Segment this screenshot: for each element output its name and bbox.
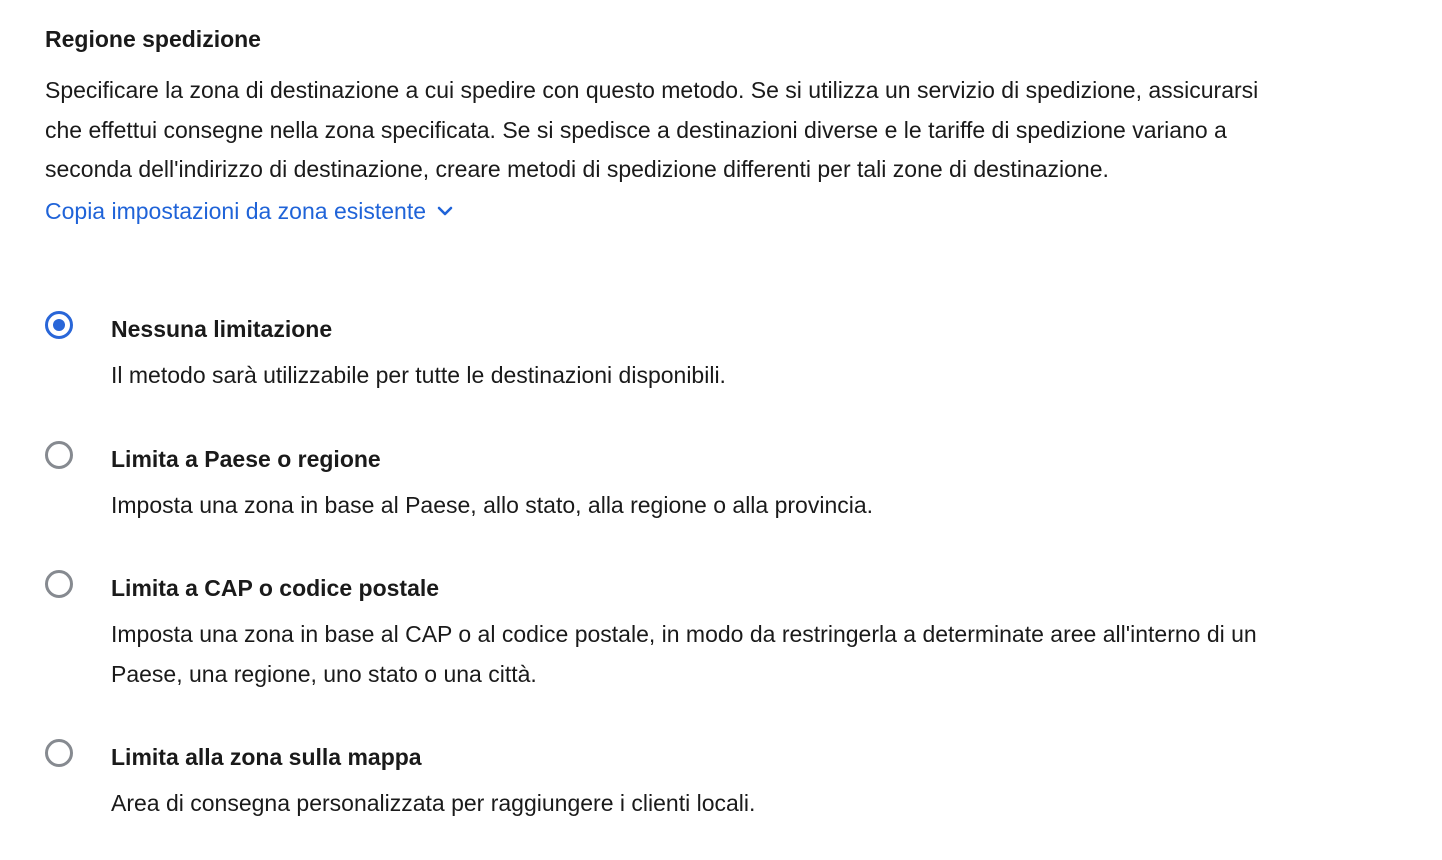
- option-description: Il metodo sarà utilizzabile per tutte le destinazioni disponibili.: [111, 362, 726, 388]
- radio-limit-country-region[interactable]: [45, 441, 73, 469]
- option-description: Area di consegna personalizzata per raggiungere i clienti locali.: [111, 790, 756, 816]
- option-no-limitation[interactable]: [45, 308, 1311, 396]
- option-label: Limita a CAP o codice postale: [111, 575, 440, 601]
- option-description: Imposta una zona in base al CAP o al codice postale, in modo da restringerla a determinate aree all'interno di un Paese, una regione, uno stato o una città.: [111, 621, 1257, 687]
- copy-settings-dropdown[interactable]: [45, 194, 454, 228]
- radio-no-limitation[interactable]: [45, 311, 73, 339]
- option-label: Limita a Paese o regione: [111, 446, 381, 472]
- section-title: Regione spedizione: [45, 26, 261, 52]
- option-label: Nessuna limitazione: [111, 316, 333, 342]
- option-limit-country-region[interactable]: [45, 438, 1311, 526]
- option-description: Imposta una zona in base al Paese, allo stato, alla regione o alla provincia.: [111, 492, 874, 518]
- chevron-down-icon: [436, 202, 454, 220]
- copy-settings-label: Copia impostazioni da zona esistente: [45, 197, 427, 224]
- section-description: Specificare la zona di destinazione a cui spedire con questo metodo. Se si utilizza un servizio di spedizione, assicurarsi che effettui consegne nella zona specificata. Se si spedisce a destinazioni diverse e le tariffe di spedizione variano a seconda dell'indirizzo di destinazione, creare metodi di spedizione differenti per tali zone di destinazione.: [45, 77, 1259, 182]
- radio-limit-map-zone[interactable]: [45, 739, 73, 767]
- option-limit-map-zone[interactable]: [45, 736, 1311, 824]
- option-limit-postal-code[interactable]: [45, 567, 1311, 694]
- option-label: Limita alla zona sulla mappa: [111, 744, 422, 770]
- radio-limit-postal-code[interactable]: [45, 570, 73, 598]
- shipping-region-section: [45, 22, 1345, 228]
